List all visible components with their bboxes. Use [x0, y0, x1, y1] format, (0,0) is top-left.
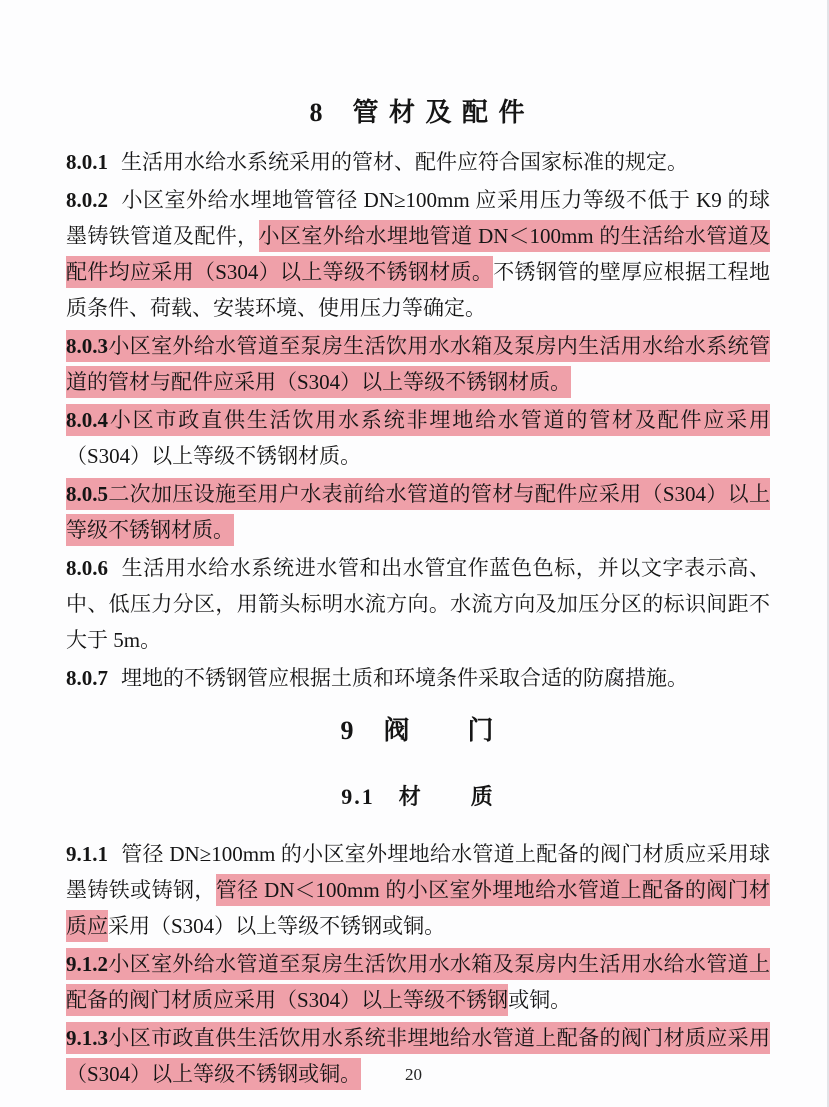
highlighted-text: 小区室外给水管道至泵房生活饮用水水箱及泵房内生活用水给水系统管道的管材与配件应采用（S304）以上等级不锈钢材质。 [66, 330, 770, 398]
chapter-9-title: 9 阀 门 [340, 716, 496, 745]
highlighted-text: 小区室外给水埋地管道 DN＜100mm 的生活给水管道及配件均应采用（S304）以上等级不锈钢材质。 [66, 220, 770, 288]
clause-number: 8.0.1 [66, 150, 108, 174]
clause-number: 9.1.2 [66, 948, 108, 980]
clause-9-1-2 [66, 946, 770, 1018]
clause-number: 8.0.3 [66, 330, 108, 362]
clause-8-0-4 [66, 402, 770, 474]
chapter-8-title: 8 管 材 及 配 件 [309, 98, 527, 127]
highlighted-text: 小区室外给水管道至泵房生活饮用水水箱及泵房内生活用水给水管道上配备的阀门材质应采用（S304）以上等级不锈钢 [66, 948, 770, 1016]
highlighted-text: 二次加压设施至用户水表前给水管道的管材与配件应采用（S304）以上等级不锈钢材质。 [66, 478, 770, 546]
clause-number: 8.0.7 [66, 666, 108, 690]
clause-number: 8.0.6 [66, 556, 108, 580]
clause-8-0-3 [66, 328, 770, 400]
clause-8-0-7 [66, 660, 770, 696]
clause-9-1-1 [66, 836, 770, 944]
highlighted-text: 小区市政直供生活饮用水系统非埋地给水管道的管材及配件应采用 [108, 404, 770, 436]
clause-number: 8.0.4 [66, 404, 108, 436]
clause-text: 生活用水给水系统采用的管材、配件应符合国家标准的规定。 [121, 150, 688, 174]
page-number: 20 [405, 1065, 422, 1084]
clause-text: 或铜。 [508, 988, 572, 1012]
highlighted-text: 管径 DN＜100mm 的小区室外埋地给水管道上配备的阀门材质应 [66, 874, 770, 942]
clause-text: 采用（S304）以上等级不锈钢或铜。 [108, 914, 446, 938]
clause-number: 9.1.3 [66, 1022, 108, 1054]
clause-text: 生活用水给水系统进水管和出水管宜作蓝色色标，并以文字表示高、中、低压力分区，用箭头标明水流方向。水流方向及加压分区的标识间距不大于 5m。 [66, 556, 770, 652]
clause-text: 埋地的不锈钢管应根据土质和环境条件采取合适的防腐措施。 [121, 666, 688, 690]
clause-number: 9.1.1 [66, 842, 108, 866]
clause-text: 管径 DN≥100mm 的小区室外埋地给水管道上配备的阀门材质应采用球墨铸铁或铸钢， [66, 842, 770, 902]
highlighted-text: 小区市政直供生活饮用水系统非埋地给水管道上配备的阀门材质应采用（S304）以上等级不锈钢或铜。 [66, 1022, 770, 1090]
clause-text: 小区室外给水埋地管管径 DN≥100mm 应采用压力等级不低于 K9 的球墨铸铁管道及配件， [66, 188, 770, 248]
section-9-1-title: 9.1 材 质 [341, 784, 495, 809]
clause-number: 8.0.5 [66, 478, 108, 510]
clause-number: 8.0.2 [66, 188, 108, 212]
clause-8-0-6 [66, 550, 770, 658]
clause-8-0-2 [66, 182, 770, 326]
clause-text: （S304）以上等级不锈钢材质。 [66, 444, 362, 468]
clause-8-0-1 [66, 144, 770, 180]
clause-8-0-5 [66, 476, 770, 548]
clause-text: 不锈钢管的壁厚应根据工程地质条件、荷载、安装环境、使用压力等确定。 [66, 260, 771, 320]
